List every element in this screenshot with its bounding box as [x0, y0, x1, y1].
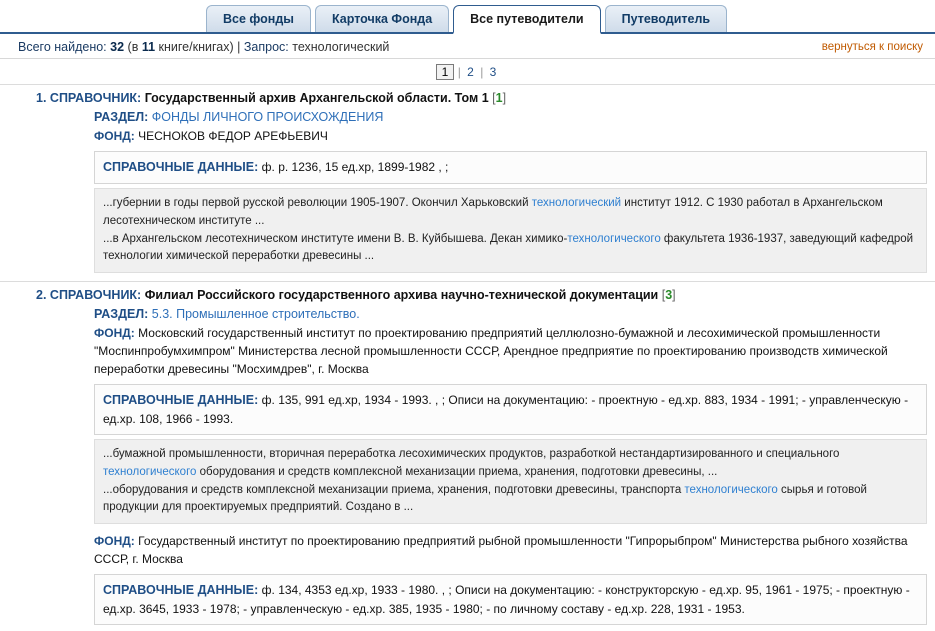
spravka-value: ф. 134, 4353 ед.хр, 1933 - 1980. , ; Описи на документацию: - конструкторскую - ед.хр. 95, 1961 - 1975; - проектную - ед.хр. 3645, 1933 - 1978; - управленческую - ед.хр. 385, 1935 - 1980; - по личному составу - ед.хр. 228, 1931 - 1953.: [103, 583, 910, 616]
fond-line: [94, 125, 927, 146]
pager-separator-1: |: [457, 65, 461, 79]
page-link-3[interactable]: 3: [489, 65, 497, 79]
snippet-post: оборудования и средств комплексной механизации приема, хранения, подготовки древесины, ...: [196, 465, 718, 478]
summary-divider: |: [237, 40, 241, 54]
page-current[interactable]: 1: [436, 64, 455, 80]
page-link-2[interactable]: 2: [467, 65, 474, 79]
fond-value[interactable]: ЧЕСНОКОВ ФЕДОР АРЕФЬЕВИЧ: [138, 129, 328, 144]
back-to-search-link[interactable]: вернуться к поиску: [821, 41, 923, 53]
razdel-label: РАЗДЕЛ:: [94, 110, 149, 125]
record-hit-count: [1]: [492, 91, 507, 105]
snippet-post: факультета 1936-1937, заведующий кафедрой технологии химической переработки древесины ...: [103, 232, 914, 263]
record-body: [8, 304, 927, 625]
result-record: [0, 281, 935, 631]
books-count: 11: [141, 40, 156, 54]
fond-value[interactable]: Московский государственный институт по проектированию предприятий целлюлозно-бумажной и лесохимической промышленности "Моспинпробумхимпром" Министерства лесной промышленности СССР, Арендное предприятие по проектированию производств химической переработки древесины "Мосхимдрев", г. Москва: [94, 326, 888, 377]
snippet-line: [103, 446, 918, 482]
results-summary: [0, 34, 935, 59]
spravka-label: СПРАВОЧНЫЕ ДАННЫЕ:: [103, 393, 259, 408]
record-number: 2.: [36, 288, 47, 303]
record-name[interactable]: Филиал Российского государственного архива научно-технической документации: [144, 288, 659, 303]
fond-label: ФОНД:: [94, 129, 135, 144]
fond-line: [94, 530, 927, 569]
spravka-label: СПРАВОЧНЫЕ ДАННЫЕ:: [103, 583, 259, 598]
snippet-post: институт 1912. С 1930 работал в Архангельском лесотехническом институте ...: [103, 196, 883, 227]
record-type-label: СПРАВОЧНИК:: [49, 91, 142, 105]
snippet-box: [94, 439, 927, 524]
found-count: 32: [110, 40, 125, 54]
pagination: [0, 59, 935, 84]
snippet-pre: ...в Архангельском лесотехническом институте имени В. В. Куйбышева. Декан химико-: [103, 232, 568, 245]
books-word: книге/книгах): [158, 40, 234, 54]
razdel-line: [94, 107, 927, 125]
record-name[interactable]: Государственный архив Архангельской области. Том 1: [144, 91, 489, 105]
snippet-highlight: технологического: [684, 483, 778, 496]
snippet-line: [103, 482, 918, 518]
snippet-pre: ...бумажной промышленности, вторичная переработка лесохимических продуктов, разработкой нестандартизированного и специального: [103, 448, 840, 460]
tab-fund-card[interactable]: Карточка Фонда: [315, 5, 449, 32]
fond-label: ФОНД:: [94, 534, 135, 549]
snippet-highlight: технологического: [103, 465, 197, 478]
spravka-box: [94, 384, 927, 435]
query-label: Запрос:: [243, 40, 289, 54]
tab-all-guides[interactable]: Все путеводители: [453, 5, 600, 34]
query-value: технологический: [292, 40, 390, 54]
found-label: Всего найдено:: [18, 40, 107, 54]
razdel-line: [94, 304, 927, 322]
razdel-label: РАЗДЕЛ:: [94, 307, 149, 322]
snippet-highlight: технологического: [567, 232, 661, 245]
snippet-box: [94, 188, 927, 273]
snippet-pre: ...оборудования и средств комплексной механизации приема, хранения, подготовки древесины, транспорта: [103, 483, 685, 496]
spravka-value: ф. 135, 991 ед.хр, 1934 - 1993. , ; Описи на документацию: - проектную - ед.хр. 883, 1934 - 1991; - управленческую - ед.хр. 108, 1966 - 1993.: [103, 393, 909, 426]
record-body: [8, 107, 927, 273]
spravka-box: [94, 574, 927, 625]
record-number: 1.: [36, 91, 47, 105]
result-record: [0, 84, 935, 281]
pager-separator-2: |: [480, 65, 484, 79]
spravka-value: ф. р. 1236, 15 ед.хр, 1899-1982 , ;: [261, 160, 449, 175]
tab-all-funds[interactable]: Все фонды: [206, 5, 311, 32]
record-title: [8, 89, 927, 107]
spravka-label: СПРАВОЧНЫЕ ДАННЫЕ:: [103, 160, 259, 175]
snippet-line: [103, 195, 918, 231]
snippet-line: [103, 231, 918, 267]
snippet-pre: ...губернии в годы первой русской революции 1905-1907. Окончил Харьковский: [103, 196, 532, 209]
record-type-label: СПРАВОЧНИК:: [49, 288, 142, 303]
spravka-box: [94, 151, 927, 184]
razdel-value[interactable]: ФОНДЫ ЛИЧНОГО ПРОИСХОЖДЕНИЯ: [151, 110, 384, 125]
tab-guide[interactable]: Путеводитель: [605, 5, 727, 32]
results-list: [0, 84, 935, 631]
snippet-highlight: технологический: [531, 196, 622, 209]
tab-bar: [0, 0, 935, 34]
snippet-post: сырья и готовой продукции для проектируемых предприятий. Создано в ...: [103, 483, 867, 514]
razdel-value[interactable]: 5.3. Промышленное строительство.: [151, 307, 360, 322]
books-open: (в: [127, 40, 139, 54]
fond-label: ФОНД:: [94, 326, 135, 341]
fond-value[interactable]: Государственный институт по проектированию предприятий рыбной промышленности "Гипрорыбпром" Министерства рыбного хозяйства СССР, г. Москва: [94, 534, 908, 567]
record-hit-count: [3]: [661, 288, 676, 303]
record-title: [8, 286, 927, 304]
fond-line: [94, 322, 927, 379]
